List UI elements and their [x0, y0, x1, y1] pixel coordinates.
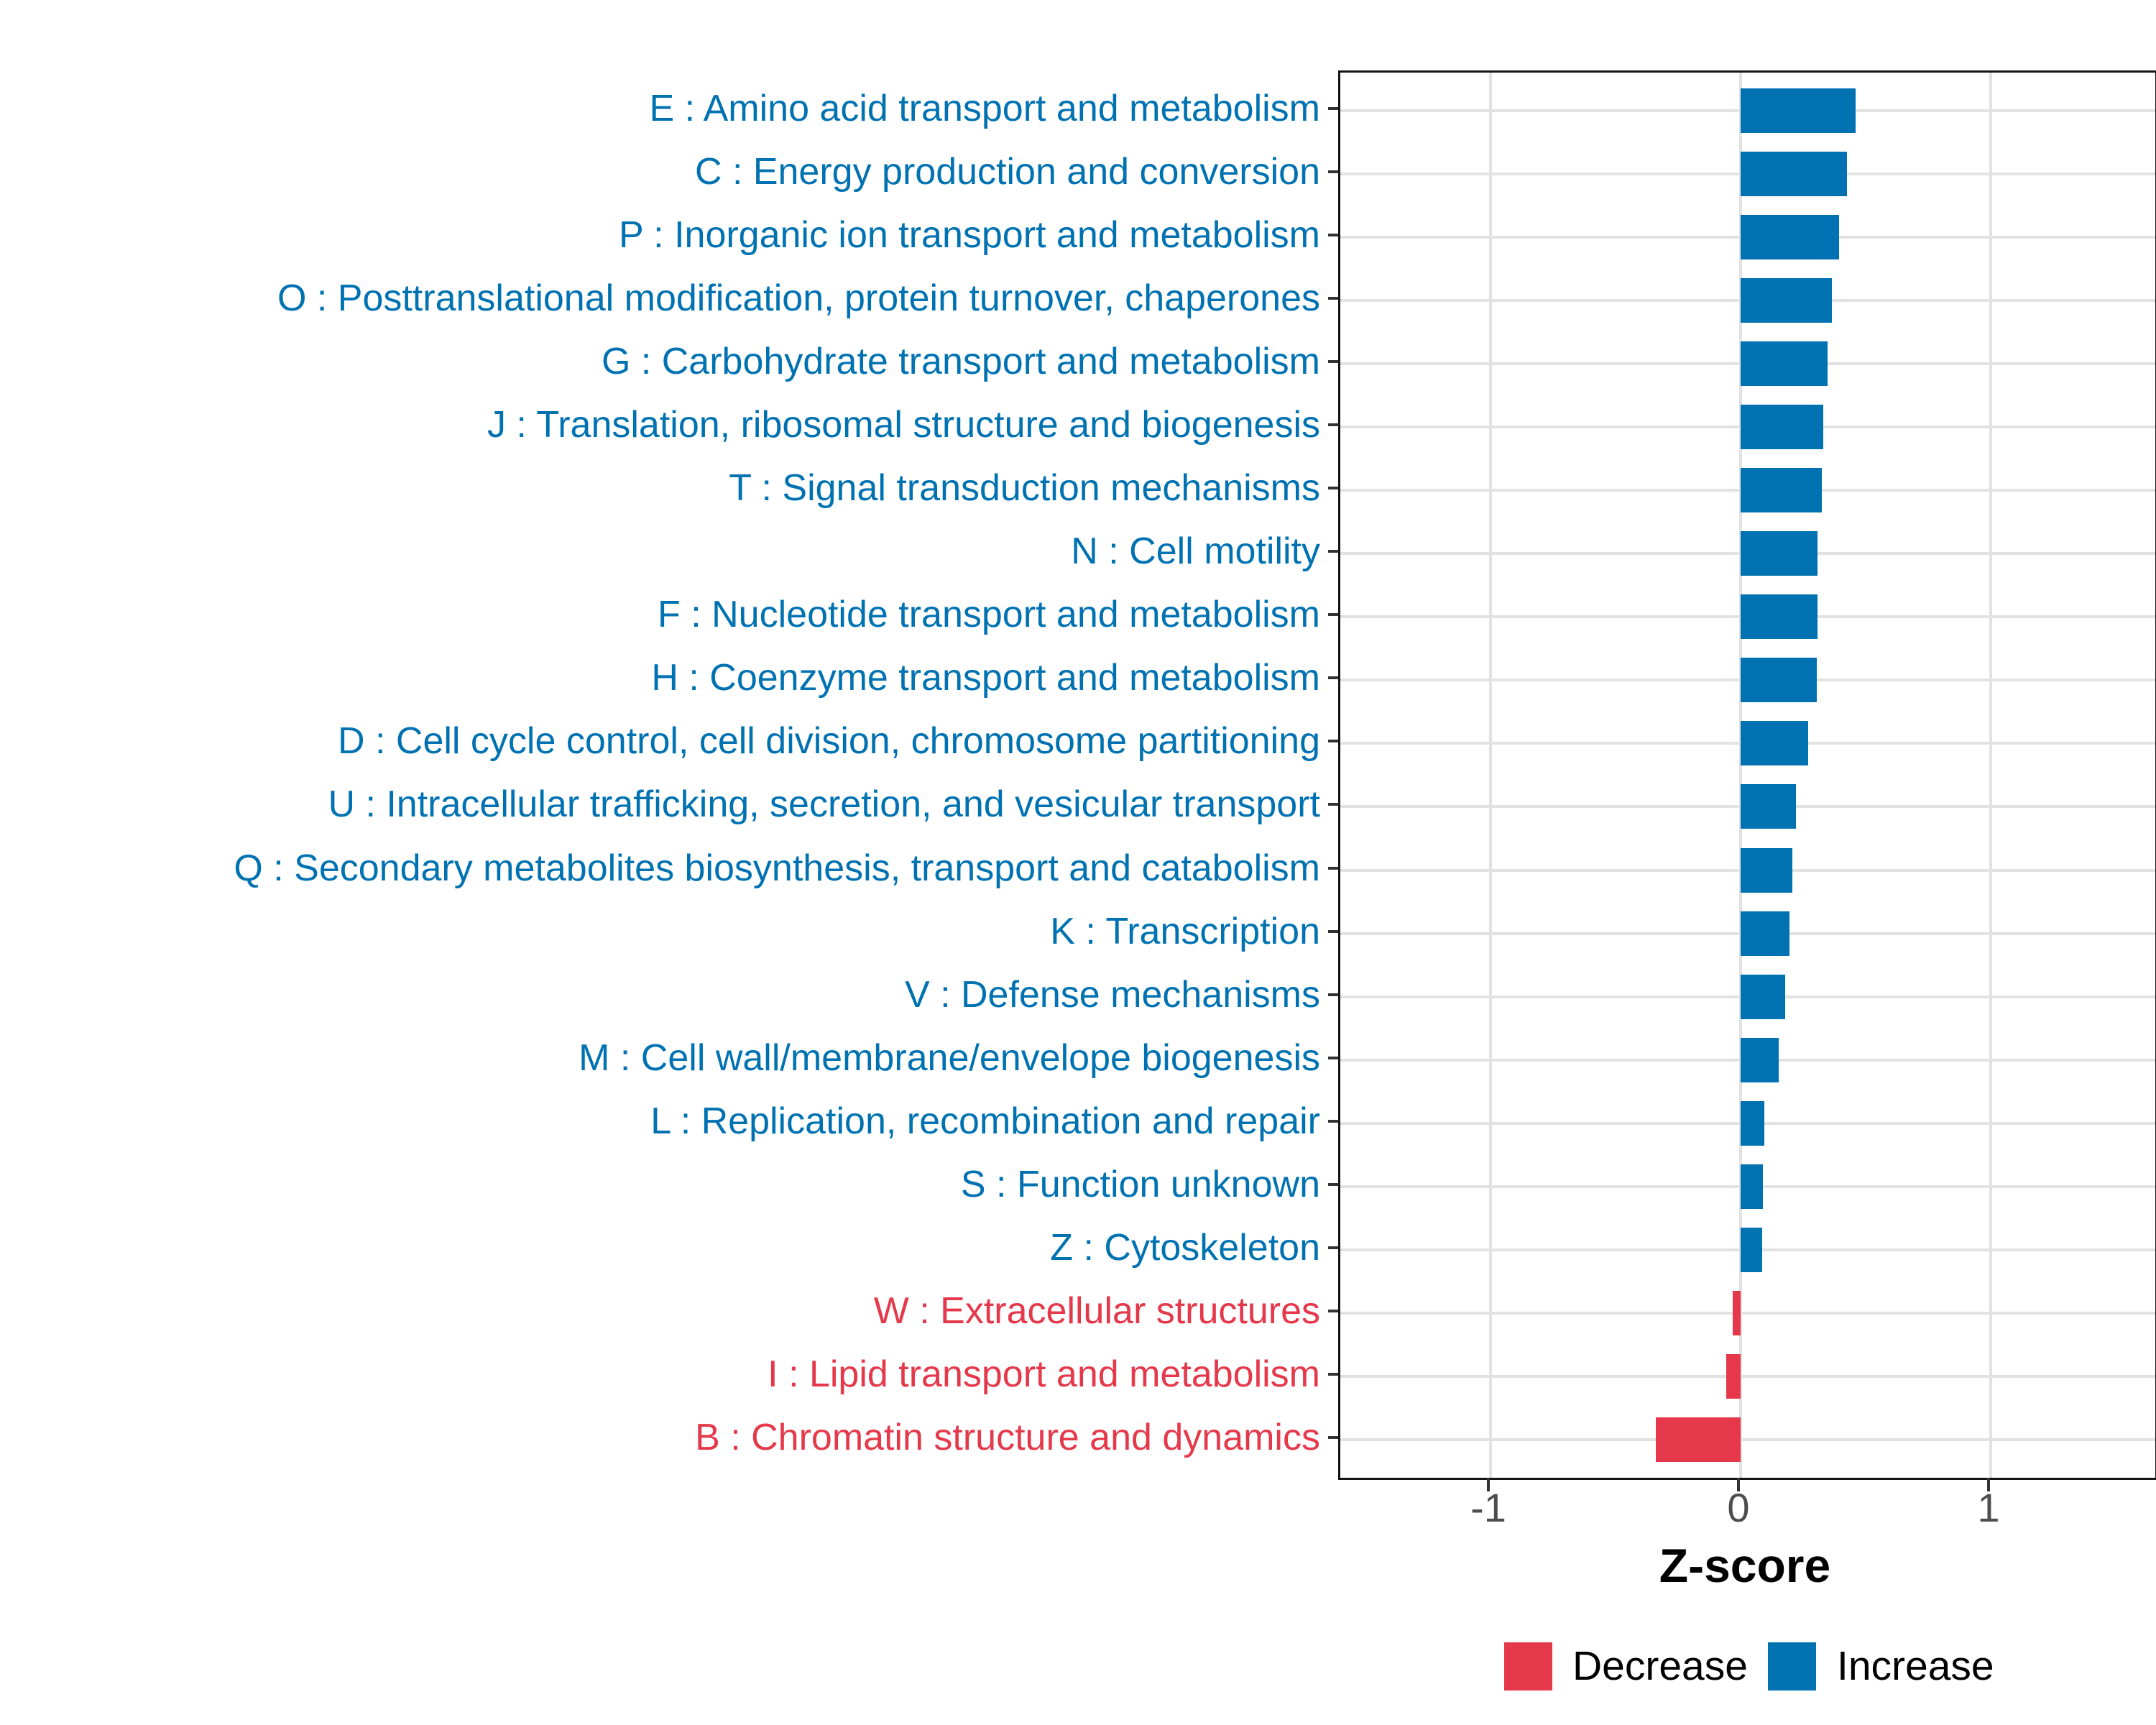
gridline-row-I: [1340, 1375, 2155, 1378]
bar-M: [1741, 1038, 1779, 1082]
bar-F: [1741, 594, 1818, 639]
category-label-V: V : Defense mechanisms: [904, 973, 1320, 1016]
y-tick-V: [1328, 993, 1338, 996]
legend-label-increase: Increase: [1837, 1643, 1994, 1689]
category-label-G: G : Carbohydrate transport and metabolism: [601, 341, 1320, 383]
category-label-J: J : Translation, ribosomal structure and biogenesis: [487, 404, 1320, 446]
category-label-H: H : Coenzyme transport and metabolism: [651, 657, 1320, 699]
bar-B: [1656, 1417, 1741, 1462]
y-tick-O: [1328, 297, 1338, 300]
y-tick-T: [1328, 487, 1338, 489]
category-label-P: P : Inorganic ion transport and metabolism: [618, 213, 1320, 256]
category-label-L: L : Replication, recombination and repair: [650, 1100, 1320, 1142]
category-label-N: N : Cell motility: [1071, 530, 1320, 573]
y-tick-H: [1328, 676, 1338, 679]
bar-L: [1741, 1101, 1764, 1146]
bar-S: [1741, 1164, 1763, 1209]
y-tick-N: [1328, 550, 1338, 553]
gridline-row-B: [1340, 1438, 2155, 1441]
bar-K: [1741, 911, 1789, 956]
y-tick-U: [1328, 803, 1338, 806]
bar-N: [1741, 531, 1818, 576]
x-tick-label--1: -1: [1470, 1485, 1506, 1530]
bar-W: [1733, 1291, 1741, 1335]
bar-V: [1741, 975, 1785, 1019]
category-label-Q: Q : Secondary metabolites biosynthesis, transport and catabolism: [234, 847, 1320, 889]
category-label-M: M : Cell wall/membrane/envelope biogenesis: [579, 1036, 1320, 1079]
legend-key-decrease: [1504, 1642, 1552, 1690]
y-tick-D: [1328, 740, 1338, 742]
category-label-W: W : Extracellular structures: [873, 1289, 1320, 1332]
bar-H: [1741, 658, 1817, 702]
category-label-E: E : Amino acid transport and metabolism: [649, 87, 1320, 129]
gridline-x--1: [1489, 73, 1492, 1478]
y-tick-Q: [1328, 867, 1338, 870]
y-tick-W: [1328, 1310, 1338, 1312]
bar-D: [1741, 721, 1808, 765]
y-tick-I: [1328, 1373, 1338, 1376]
bar-G: [1741, 341, 1828, 386]
bar-C: [1741, 152, 1847, 196]
y-tick-G: [1328, 360, 1338, 363]
y-tick-K: [1328, 930, 1338, 933]
y-tick-C: [1328, 170, 1338, 173]
category-label-D: D : Cell cycle control, cell division, chromosome partitioning: [338, 720, 1320, 763]
x-tick-label-0: 0: [1727, 1485, 1750, 1530]
legend-key-increase: [1768, 1642, 1816, 1690]
y-tick-F: [1328, 613, 1338, 616]
bar-J: [1741, 405, 1823, 449]
category-label-B: B : Chromatin structure and dynamics: [695, 1417, 1320, 1459]
category-label-Z: Z : Cytoskeleton: [1050, 1226, 1320, 1269]
gridline-row-W: [1340, 1312, 2155, 1315]
category-label-F: F : Nucleotide transport and metabolism: [658, 594, 1320, 636]
legend-label-decrease: Decrease: [1572, 1643, 1748, 1689]
y-tick-E: [1328, 107, 1338, 110]
plot-panel: [1338, 70, 2156, 1480]
x-axis-title: Z-score: [1659, 1539, 1831, 1592]
x-tick-label-1: 1: [1977, 1485, 2000, 1530]
category-label-I: I : Lipid transport and metabolism: [768, 1353, 1320, 1395]
bar-O: [1741, 278, 1832, 323]
category-label-T: T : Signal transduction mechanisms: [729, 467, 1320, 510]
y-tick-J: [1328, 423, 1338, 426]
gridline-x-1: [1989, 73, 1992, 1478]
category-label-K: K : Transcription: [1050, 910, 1320, 952]
bar-Z: [1741, 1228, 1762, 1272]
bar-P: [1741, 215, 1839, 259]
category-label-S: S : Function unknown: [960, 1163, 1320, 1205]
y-tick-M: [1328, 1057, 1338, 1059]
bar-I: [1726, 1354, 1741, 1399]
category-label-U: U : Intracellular trafficking, secretion, and vesicular transport: [328, 783, 1320, 826]
y-tick-L: [1328, 1120, 1338, 1123]
bar-E: [1741, 88, 1856, 133]
bar-T: [1741, 468, 1822, 512]
bar-U: [1741, 784, 1796, 829]
category-label-O: O : Posttranslational modification, protein turnover, chaperones: [277, 277, 1320, 319]
y-tick-P: [1328, 234, 1338, 236]
y-tick-S: [1328, 1183, 1338, 1186]
y-tick-B: [1328, 1436, 1338, 1439]
bar-Q: [1741, 848, 1792, 893]
y-tick-Z: [1328, 1246, 1338, 1249]
category-label-C: C : Energy production and conversion: [694, 150, 1320, 193]
